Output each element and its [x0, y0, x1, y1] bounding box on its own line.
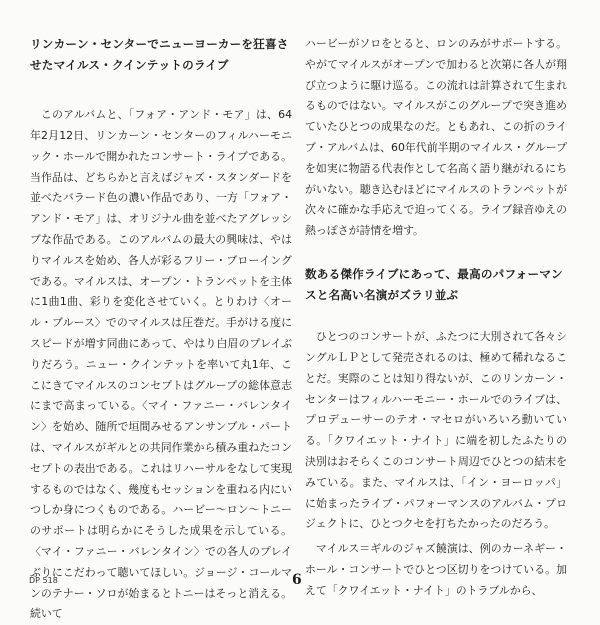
left-heading: リンカーン・センターでニューヨーカーを狂喜させたマイルス・クインテットのライブ — [30, 37, 289, 72]
left-paragraph-1: このアルバムと、「フォア・アンド・モア」は、64年2月12日、リンカーン・センターのフィルハーモニック・ホールで開かれたコンサート・ライブである。当作品は、どちらかと言えばジャズ・スタンダードを並べたバラード色の濃い作品であり、一方「フォア・アンド・モア」は、オリジナル曲を並べたアグレッシブな作品である。このアルバムの最大の興味は、やはりマイルスを始め、各人が彩るフリー・ブローイングである。マイルスは、オープン・トランペットを主体に1曲1曲、彩りを変化させていく。とりわけ〈オール・ブルース〉でのマイルスは圧巻だ。手がける度にスピードが増す同曲にあって、やはり白眉のプレイぶりだろう。ニュー・クインテットを率いて丸1年、ここにきてマイルスのコンセプトはグループの総体意志にまで高まっている。〈マイ・ファニー・バレンタイン〉を始め、随所で垣間みせるアンサンブル・パートは、マイルスがギルとの共同作業から積み重ねたコンセプトの表出である。これはリハーサルをなして実現するものではなく、幾度もセッションを重ねる内にいつしか身につくものである。ハービー〜ロン〜トニーのサポートは明らかにそうした成果を示している。〈マイ・ファニー・バレンタイン〉での各人のプレイぶりにこだわって聴いてほしい。ジョージ・コールマンのテナー・ソロが始まるとトニーはそっと消える。続いて — [30, 108, 292, 621]
page-number: 6 — [292, 572, 302, 588]
right-paragraph-1: ひとつのコンサートが、ふたつに大別されて各々シングルＬＰとして発売されるのは、極めて稀れなることだ。実際のことは知り得ないが、このリンカーン・センターはフィルハーモニー・ホールでのライブは、プロデューサーのテオ・マセロがいろいろ動いている。「クワイエット・ナイト」に端を初したふたりの決別はおそらくこのコンサート周辺でひとつの結末をみている。また、マイルスは、「イン・ヨーロッパ」に始まったライブ・パフォーマンスのアルバム・プロジェクトに、ひとつクセを打ちたかったのだろう。 — [305, 330, 567, 531]
left-column — [30, 34, 292, 625]
catalog-number: DP 518 — [29, 576, 58, 585]
right-column — [305, 34, 567, 602]
right-paragraph-continued: ハービーがソロをとると、ロンのみがサポートする。やがてマイルスがオープンで加わると次第に各人が翔び立つように駆け巡る。この流れは計算されて生まれるものではない。マイルスがこのグループで突き進めていたひとつの成果なのだ。ともあれ、この折のライブ・アルバムは、60年代前半期のマイルス・グループを如実に物語る代表作として名高く語り継がれるにちがいない。聴き込むほどにマイルスのトランペットが次々に確かな手応えで迫ってくる。ライブ録音ゆえの熱っぽさが詩情を増す。 — [305, 37, 567, 238]
right-heading: 数ある傑作ライブにあって、最高のパフォーマンスと名高い名演がズラリ並ぶ — [305, 266, 563, 302]
right-paragraph-2: マイルス＝ギルのジャズ饒演は、例のカーネギー・ホール・コンサートでひとつ区切りをつけている。加えて「クワイエット・ナイト」のトラブルから、 — [305, 542, 567, 597]
